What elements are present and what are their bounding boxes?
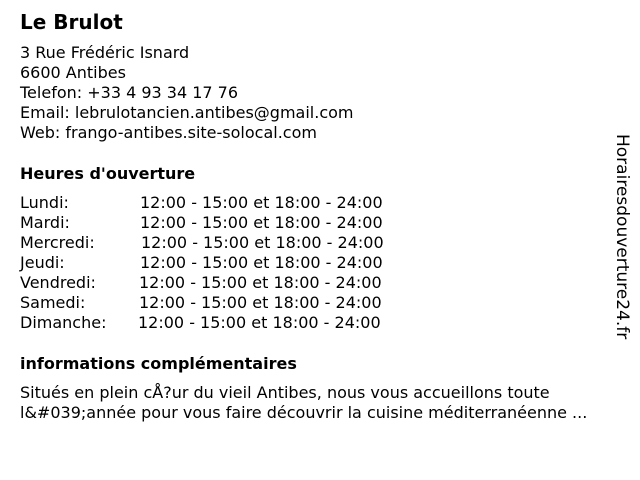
day-label: Mercredi: xyxy=(20,233,95,252)
day-label: Lundi: xyxy=(20,193,69,212)
website: Web: frango-antibes.site-solocal.com xyxy=(20,123,317,142)
time-range: 12:00 - 15:00 et 18:00 - 24:00 xyxy=(140,213,383,232)
phone: Telefon: +33 4 93 34 17 76 xyxy=(20,83,239,102)
business-name: Le Brulot xyxy=(20,10,123,34)
email: Email: lebrulotancien.antibes@gmail.com xyxy=(20,103,354,122)
time-range: 12:00 - 15:00 et 18:00 - 24:00 xyxy=(139,293,382,312)
site-watermark: Horairesdouverture24.fr xyxy=(612,134,632,340)
time-range: 12:00 - 15:00 et 18:00 - 24:00 xyxy=(139,273,382,292)
street-address: 3 Rue Frédéric Isnard xyxy=(20,43,190,62)
description: Situés en plein cÅ?ur du vieil Antibes, nous vous accueillons toute l&#039;année pour vous faire découvrir la cuisine méditerranéenne ... xyxy=(20,383,588,422)
contact-block xyxy=(20,43,354,143)
day-label: Dimanche: xyxy=(20,313,107,332)
info-heading: informations complémentaires xyxy=(20,354,297,373)
time-range: 12:00 - 15:00 et 18:00 - 24:00 xyxy=(140,253,383,272)
time-range: 12:00 - 15:00 et 18:00 - 24:00 xyxy=(138,313,381,332)
day-label: Samedi: xyxy=(20,293,86,312)
hours-heading: Heures d'ouverture xyxy=(20,164,196,183)
day-label: Vendredi: xyxy=(20,273,96,292)
day-label: Mardi: xyxy=(20,213,70,232)
time-range: 12:00 - 15:00 et 18:00 - 24:00 xyxy=(140,193,383,212)
city: 6600 Antibes xyxy=(20,63,126,82)
time-range: 12:00 - 15:00 et 18:00 - 24:00 xyxy=(141,233,384,252)
day-label: Jeudi: xyxy=(20,253,65,272)
